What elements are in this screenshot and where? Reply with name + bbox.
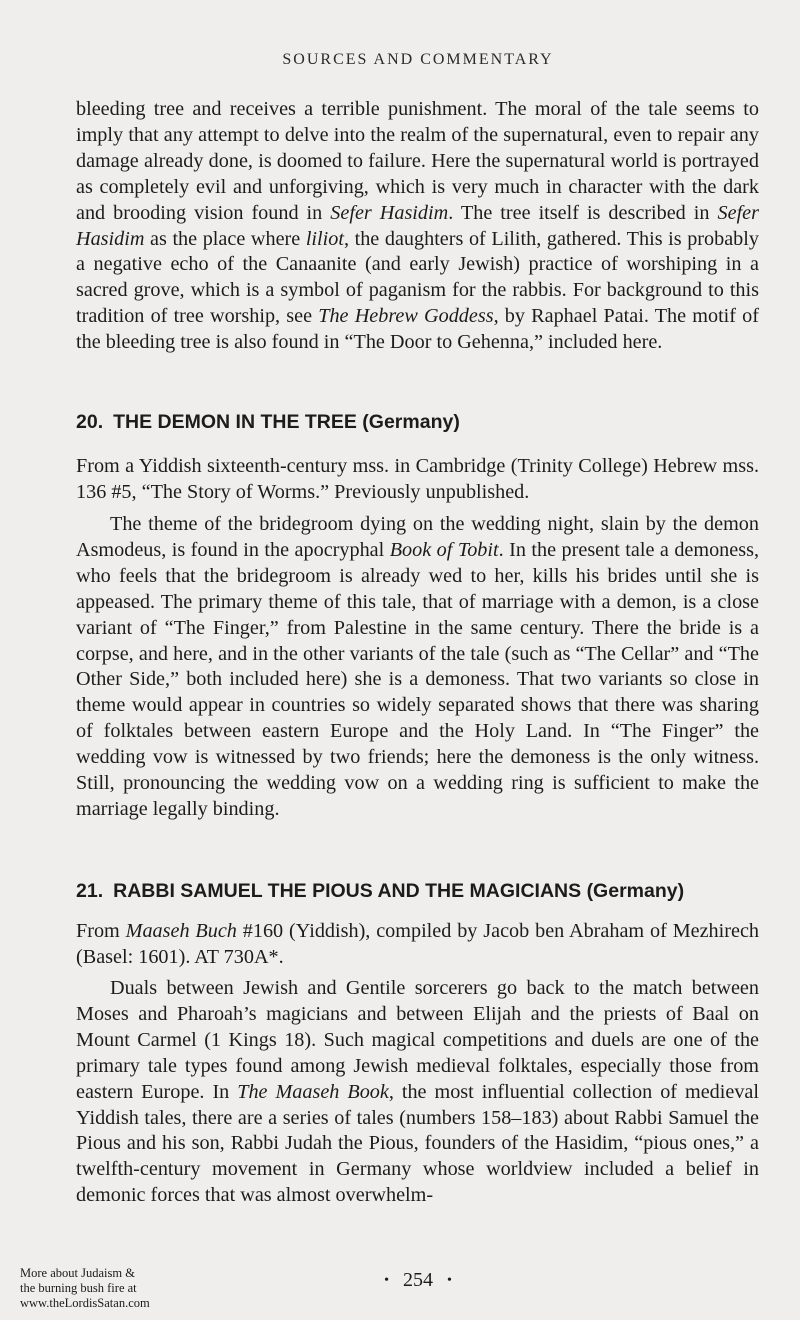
section-number: 20. xyxy=(76,411,104,433)
text-run: bleeding tree and receives a terrible punishment. The moral of the tale seems to imply that any attempt to delve into the realm of the supernatural, even to repair any damage already done, is doomed to failure. Here the supernatural world is portrayed as completely evil and unforgiving, which is very much in character with the dark and brooding vision found in xyxy=(76,98,759,224)
book-title: Sefer Hasidim xyxy=(330,201,449,224)
section-heading-21 xyxy=(76,880,759,903)
text-run: The theme of the bridegroom dying on the wedding night, slain by the demon Asmodeus, is found in the apocryphal xyxy=(76,513,759,561)
continuation-paragraph xyxy=(76,97,759,356)
source-note-21 xyxy=(76,919,759,971)
book-title: The Maaseh Book xyxy=(237,1080,389,1103)
watermark-link[interactable]: www.theLordisSatan.com xyxy=(20,1296,150,1310)
book-title: Maaseh Buch xyxy=(125,920,237,942)
watermark-caption xyxy=(20,1266,150,1311)
page-number-dot: • xyxy=(447,1273,452,1289)
running-head: SOURCES AND COMMENTARY xyxy=(282,51,554,68)
text-run: From xyxy=(76,920,126,942)
section-region: (Germany) xyxy=(586,880,685,902)
text-run: . The tree itself is described in xyxy=(448,201,718,224)
section-number: 21. xyxy=(76,880,104,902)
text-run: . In the present tale a demoness, who feels that the bridegroom is already wed to her, kills his brides until she is appeased. The primary theme of this tale, that of marriage with a demon, is a close variant of “The Finger,” from Palestine in the same century. There the bride is a corpse, and here, and in the other variants of the tale (such as “The Cellar” and “The Other Side,” both included here) she is a demoness. That two variants so close in theme would appear in countries so widely separated shows that there was sharing of folktales between eastern Europe and the Holy Land. In “The Finger” the wedding vow is witnessed by two friends; here the demoness is the only witness. Still, pronouncing the wedding vow on a wedding ring is sufficient to make the marriage legally binding. xyxy=(76,538,759,820)
text-run: #160 (Yiddish), compiled by Jacob ben Abraham of Mezhirech (Basel: 1601). AT 730A*. xyxy=(76,920,759,968)
section-heading-20 xyxy=(76,411,759,434)
text-run: , by Raphael Patai. The motif of the bleeding tree is also found in “The Door to Gehenna,” included here. xyxy=(76,305,759,354)
book-title: Sefer Hasidim xyxy=(76,201,759,250)
section-title: RABBI SAMUEL THE PIOUS AND THE MAGICIANS xyxy=(113,880,582,902)
term: liliot xyxy=(305,227,344,250)
commentary-21 xyxy=(76,976,759,1209)
book-title: The Hebrew Goddess xyxy=(318,305,494,328)
page-number-value: 254 xyxy=(403,1269,433,1291)
text-run: , the most influential collection of medieval Yiddish tales, there are a series of tales (numbers 158–183) about Rabbi Samuel the Pious and his son, Rabbi Judah the Pious, founders of the Hasidim, “pious ones,” a twelfth-century movement in Germany whose worldview included a belief in demonic forces that was almost overwhelm- xyxy=(76,1080,759,1207)
page-number-dot: • xyxy=(384,1273,389,1289)
commentary-20 xyxy=(76,512,759,823)
source-note-20: From a Yiddish sixteenth-century mss. in Cambridge (Trinity College) Hebrew mss. 136 #5, “The Story of Worms.” Previously unpublished. xyxy=(76,455,759,503)
book-title: Book of Tobit xyxy=(389,538,499,561)
watermark-line: the burning bush fire at xyxy=(20,1281,137,1295)
text-run: , the daughters of Lilith, gathered. This is probably a negative echo of the Canaanite (and early Jewish) practice of worshiping in a sacred grove, which is a symbol of paganism for the rabbis. For background to this tradition of tree worship, see xyxy=(76,227,759,328)
watermark-line: More about Judaism & xyxy=(20,1266,135,1280)
text-run: as the place where xyxy=(144,227,306,250)
section-title: THE DEMON IN THE TREE xyxy=(113,411,357,433)
text-run: Duals between Jewish and Gentile sorcerers go back to the match between Moses and Pharoah’s magicians and between Elijah and the priests of Baal on Mount Carmel (1 Kings 18). Such magical competitions and duels are one of the primary tale types found among Jewish medieval folktales, especially those from eastern Europe. In xyxy=(76,977,759,1103)
section-region: (Germany) xyxy=(362,411,460,433)
